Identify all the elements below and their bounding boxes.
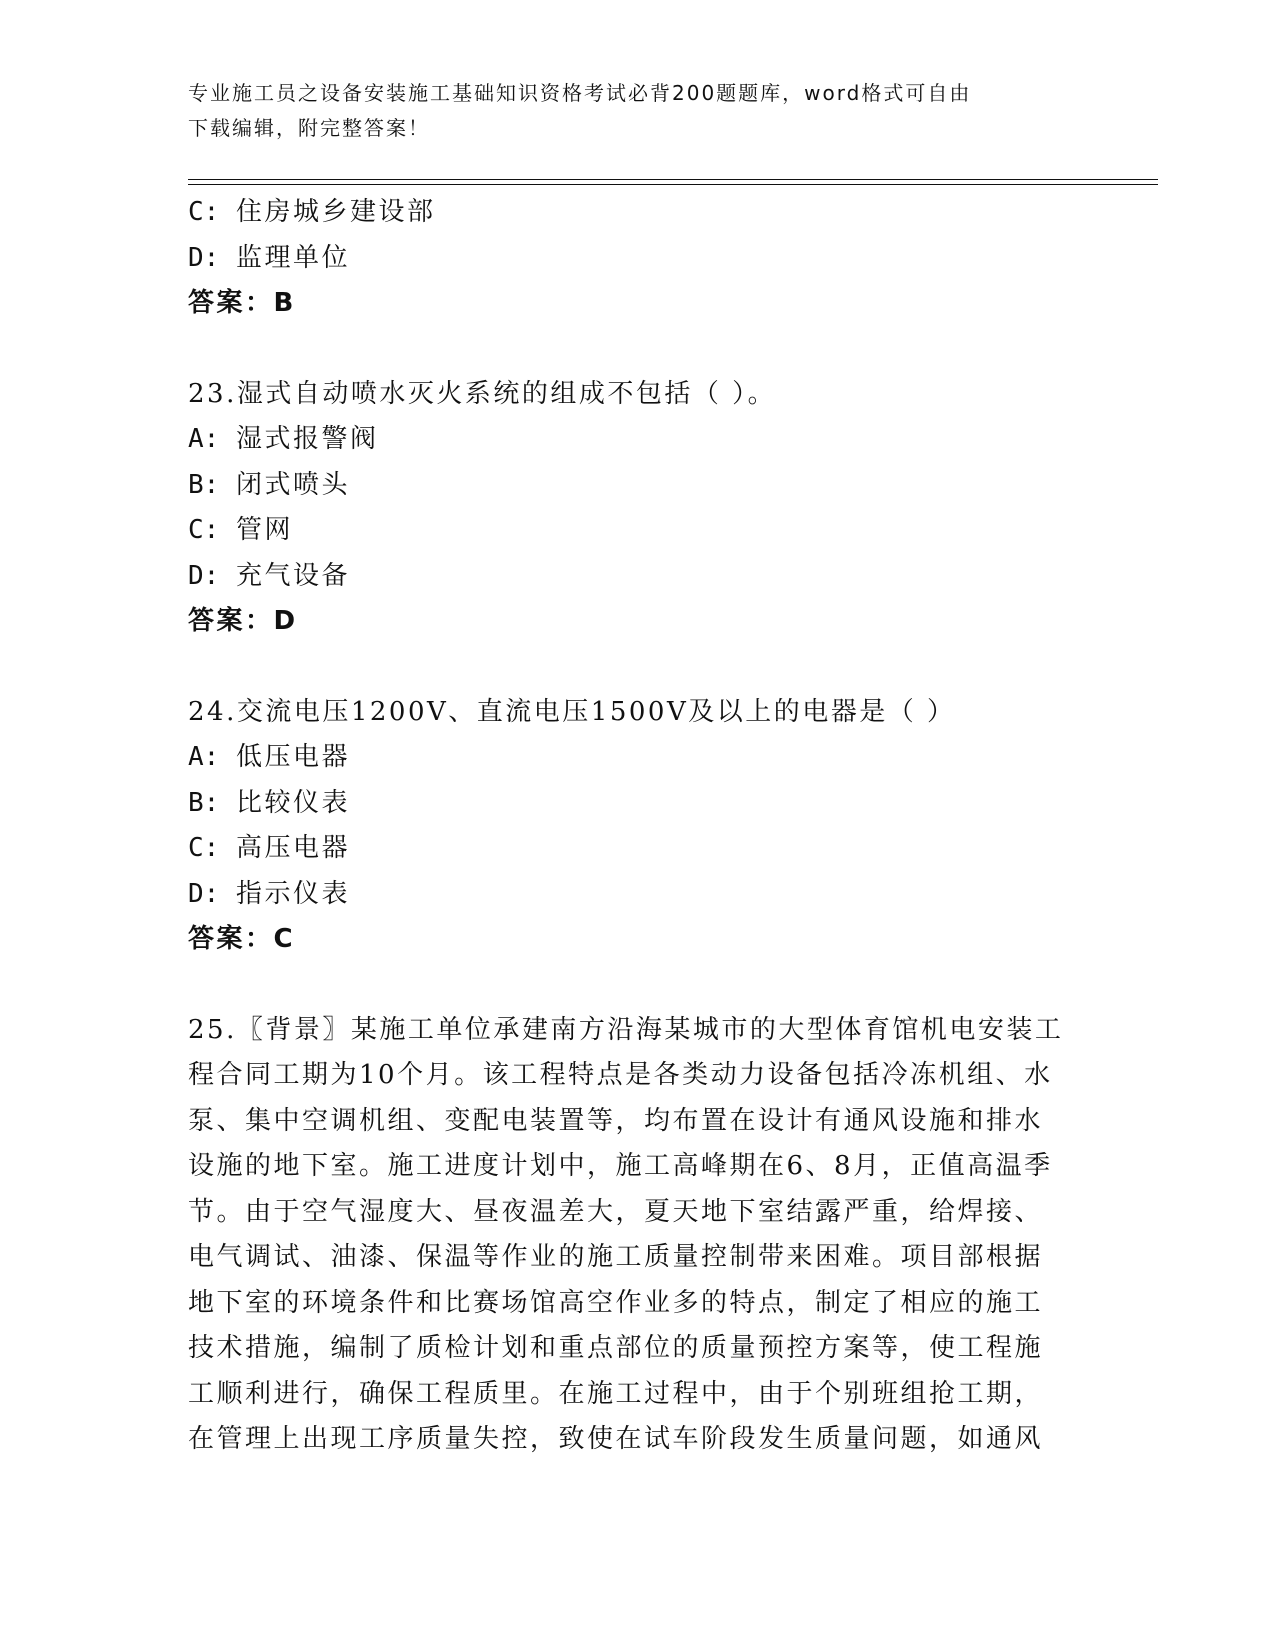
option-label: D: [188, 242, 220, 273]
option-c [188, 508, 1088, 554]
header-line-1: 专业施工员之设备安装施工基础知识资格考试必背200题题库，word格式可自由 [188, 81, 972, 105]
option-text: 住房城乡建设部 [236, 197, 436, 227]
option-text: 监理单位 [236, 242, 351, 273]
header-rule-top [188, 179, 1158, 180]
option-a [188, 417, 1088, 463]
option-text: 闭式喷头 [236, 469, 351, 500]
answer: 答案：B [188, 288, 296, 318]
spacer [188, 645, 1088, 690]
option-c [188, 190, 1088, 236]
option-b [188, 463, 1088, 509]
option-text: 高压电器 [236, 833, 351, 863]
option-b [188, 781, 1088, 827]
option-a [188, 735, 1088, 781]
option-c [188, 826, 1088, 872]
question-25-line: 在管理上出现工序质量失控，致使在试车阶段发生质量问题，如通风 [188, 1424, 1044, 1454]
question-25-line: 技术措施，编制了质检计划和重点部位的质量预控方案等，使工程施 [188, 1333, 1044, 1363]
document-body [188, 190, 1088, 1463]
option-d [188, 236, 1088, 282]
question-24 [188, 690, 1088, 963]
header-rule-bottom [188, 184, 1158, 185]
option-label: C: [188, 197, 220, 227]
option-text: 比较仪表 [236, 787, 351, 818]
option-label: C: [188, 833, 220, 863]
option-d [188, 554, 1088, 600]
option-text: 充气设备 [236, 560, 351, 591]
header-line-2: 下载编辑，附完整答案！ [188, 116, 430, 140]
option-label: D: [188, 878, 220, 909]
spacer [188, 963, 1088, 1008]
option-text: 低压电器 [236, 742, 351, 772]
option-label: D: [188, 560, 220, 591]
question-25-line: 电气调试、油漆、保温等作业的施工质量控制带来困难。项目部根据 [188, 1242, 1044, 1272]
question-23 [188, 372, 1088, 645]
question-22-tail [188, 190, 1088, 327]
question-25-line: 节。由于空气湿度大、昼夜温差大，夏天地下室结露严重，给焊接、 [188, 1196, 1044, 1227]
question-25-line: 程合同工期为10个月。该工程特点是各类动力设备包括冷冻机组、水 [188, 1060, 1053, 1090]
option-text: 湿式报警阀 [236, 424, 379, 454]
option-text: 管网 [236, 515, 294, 545]
question-25-line: 工顺利进行，确保工程质里。在施工过程中，由于个别班组抢工期， [188, 1378, 1044, 1409]
option-d [188, 872, 1088, 918]
option-label: A: [188, 424, 220, 454]
question-stem: 23.湿式自动喷水灭火系统的组成不包括（ ）。 [188, 378, 777, 409]
question-25-line: 泵、集中空调机组、变配电装置等，均布置在设计有通风设施和排水 [188, 1105, 1044, 1136]
option-label: A: [188, 742, 220, 772]
option-label: C: [188, 515, 220, 545]
answer: 答案：C [188, 924, 296, 954]
option-label: B: [188, 469, 220, 500]
document-header [188, 76, 1068, 146]
question-25-line: 设施的地下室。施工进度计划中，施工高峰期在6、8月，正值高温季 [188, 1151, 1053, 1181]
question-stem: 24.交流电压1200V、直流电压1500V及以上的电器是（ ） [188, 696, 956, 727]
spacer [188, 327, 1088, 372]
question-25-line: 地下室的环境条件和比赛场馆高空作业多的特点，制定了相应的施工 [188, 1287, 1044, 1318]
question-25 [188, 1008, 1088, 1463]
answer: 答案：D [188, 606, 298, 636]
option-label: B: [188, 787, 220, 818]
question-25-line: 25.〖背景〗某施工单位承建南方沿海某城市的大型体育馆机电安装工 [188, 1014, 1064, 1045]
option-text: 指示仪表 [236, 878, 351, 909]
